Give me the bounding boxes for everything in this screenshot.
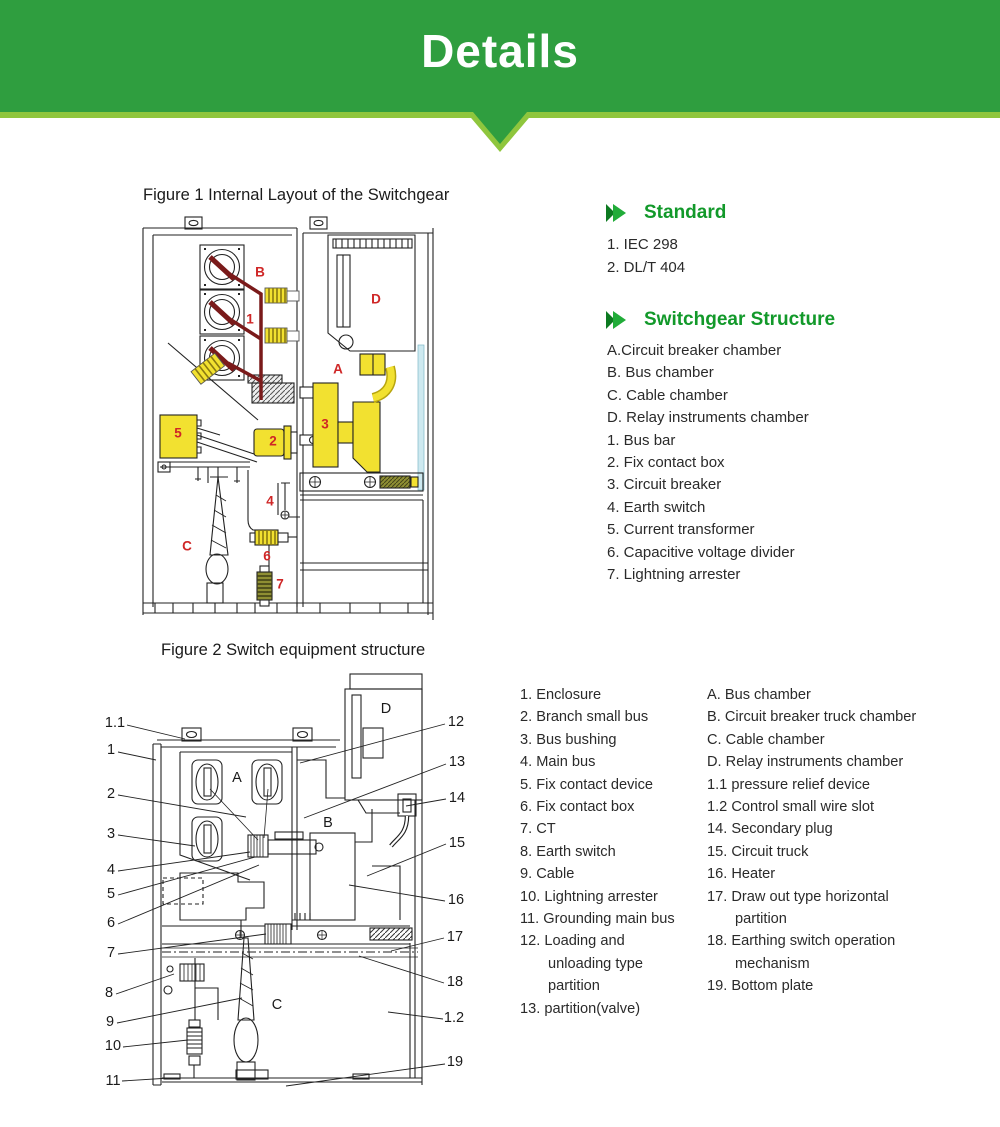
figure1-labels-6: 6 bbox=[263, 548, 271, 564]
structure-list bbox=[607, 340, 809, 586]
figure2-labels-6: 6 bbox=[106, 914, 116, 931]
figure2-labels-B: B bbox=[323, 814, 333, 831]
figure1-labels-1: 1 bbox=[246, 311, 254, 327]
legend-item: 13. partition(valve) bbox=[520, 1000, 641, 1017]
standard-item: 2. DL/T 404 bbox=[607, 259, 686, 276]
legend-item: partition bbox=[735, 911, 787, 928]
figure1-labels-C: C bbox=[182, 538, 192, 554]
structure-item: A.Circuit breaker chamber bbox=[607, 342, 782, 359]
legend-item: unloading type bbox=[548, 955, 643, 972]
standard-list bbox=[607, 233, 685, 279]
standard-heading bbox=[606, 202, 726, 224]
legend-item: 15. Circuit truck bbox=[707, 843, 809, 860]
figure1-labels-B: B bbox=[255, 264, 265, 280]
structure-title: Switchgear Structure bbox=[644, 309, 836, 330]
figure2-labels-11: 11 bbox=[105, 1072, 121, 1089]
figure2-labels-17: 17 bbox=[446, 928, 464, 945]
figure2-labels-19: 19 bbox=[446, 1053, 464, 1070]
figure1-labels-2: 2 bbox=[269, 433, 277, 449]
figure1-caption: Figure 1 Internal Layout of the Switchgear bbox=[143, 186, 450, 204]
legend-item: 3. Bus bushing bbox=[520, 731, 617, 748]
figure2-labels-3: 3 bbox=[106, 825, 116, 842]
figure2-labels-13: 13 bbox=[448, 753, 466, 770]
figure2-labels-14: 14 bbox=[448, 789, 466, 806]
figure1-labels-4: 4 bbox=[266, 493, 274, 509]
legend-item: mechanism bbox=[735, 955, 810, 972]
legend-item: D. Relay instruments chamber bbox=[707, 754, 904, 771]
figure2-labels-8: 8 bbox=[104, 984, 114, 1001]
structure-item: D. Relay instruments chamber bbox=[607, 409, 809, 427]
structure-item: 2. Fix contact box bbox=[607, 454, 725, 472]
standard-item: 1. IEC 298 bbox=[607, 236, 678, 253]
legend-item: B. Circuit breaker truck chamber bbox=[707, 709, 917, 726]
figure2-labels-1.1: 1.1 bbox=[104, 714, 126, 731]
legend-item: 18. Earthing switch operation bbox=[707, 933, 896, 950]
figure2-labels-4: 4 bbox=[106, 861, 116, 878]
legend-item: 6. Fix contact box bbox=[520, 799, 635, 816]
structure-item: B. Bus chamber bbox=[607, 364, 714, 382]
legend-item: 1.2 Control small wire slot bbox=[707, 799, 875, 816]
figure2-labels-10: 10 bbox=[104, 1037, 122, 1054]
page-title: Details bbox=[421, 25, 579, 77]
figure1-labels-D: D bbox=[371, 291, 381, 307]
figure2-labels-5: 5 bbox=[106, 885, 116, 902]
structure-item: C. Cable chamber bbox=[607, 386, 728, 404]
structure-item: 4. Earth switch bbox=[607, 498, 706, 516]
figure2-labels-D: D bbox=[380, 700, 392, 717]
figure1-labels-5: 5 bbox=[174, 425, 182, 441]
legend-item: 12. Loading and bbox=[520, 933, 625, 950]
legend-item: 8. Earth switch bbox=[520, 843, 616, 860]
double-chevron-icon bbox=[606, 204, 632, 222]
figure1-labels-7: 7 bbox=[276, 576, 284, 592]
legend-item: 16. Heater bbox=[707, 866, 776, 883]
figure2-caption: Figure 2 Switch equipment structure bbox=[161, 641, 426, 659]
figure1-diagram bbox=[140, 215, 435, 622]
figure1-labels-A: A bbox=[333, 361, 343, 377]
figure2-labels-7: 7 bbox=[106, 944, 116, 961]
figure2-legend-left bbox=[520, 684, 700, 1020]
structure-item: 7. Lightning arrester bbox=[607, 566, 741, 584]
structure-heading bbox=[606, 309, 835, 331]
structure-item: 1. Bus bar bbox=[607, 431, 676, 449]
legend-item: 4. Main bus bbox=[520, 754, 596, 771]
figure2-labels-1: 1 bbox=[106, 741, 116, 758]
figure2-labels-16: 16 bbox=[447, 891, 465, 908]
figure2-diagram bbox=[100, 668, 475, 1118]
figure2-labels-15: 15 bbox=[448, 834, 466, 851]
legend-item: 1.1 pressure relief device bbox=[707, 776, 871, 793]
figure2-labels-12: 12 bbox=[447, 713, 465, 730]
figure2-labels-C: C bbox=[271, 996, 283, 1013]
figure2-labels-9: 9 bbox=[105, 1013, 115, 1030]
double-chevron-icon bbox=[606, 311, 632, 329]
legend-item: partition bbox=[548, 978, 600, 995]
figure1-labels-3: 3 bbox=[321, 416, 329, 432]
legend-item: 19. Bottom plate bbox=[707, 978, 814, 995]
figure2-labels bbox=[105, 701, 465, 1089]
figure2-legend-right bbox=[707, 684, 997, 998]
structure-item: 3. Circuit breaker bbox=[607, 476, 722, 494]
structure-item: 5. Current transformer bbox=[607, 521, 755, 539]
standard-title: Standard bbox=[644, 202, 727, 223]
legend-item: 7. CT bbox=[520, 821, 556, 838]
structure-item: 6. Capacitive voltage divider bbox=[607, 543, 795, 561]
legend-item: 10. Lightning arrester bbox=[520, 888, 658, 905]
legend-item: A. Bus chamber bbox=[707, 687, 811, 703]
legend-item: 2. Branch small bus bbox=[520, 709, 649, 726]
legend-item: 9. Cable bbox=[520, 866, 575, 883]
legend-item: 1. Enclosure bbox=[520, 687, 602, 703]
figure2-labels-2: 2 bbox=[106, 785, 116, 802]
legend-item: 14. Secondary plug bbox=[707, 821, 833, 838]
figure2-labels-18: 18 bbox=[446, 973, 464, 990]
legend-item: C. Cable chamber bbox=[707, 731, 825, 748]
figure2-labels-1.2: 1.2 bbox=[443, 1009, 465, 1026]
legend-item: 17. Draw out type horizontal bbox=[707, 888, 889, 905]
legend-item: 11. Grounding main bus bbox=[520, 911, 675, 928]
legend-item: 5. Fix contact device bbox=[520, 776, 654, 793]
header-notch bbox=[473, 112, 527, 144]
figure2-labels-A: A bbox=[232, 769, 242, 786]
